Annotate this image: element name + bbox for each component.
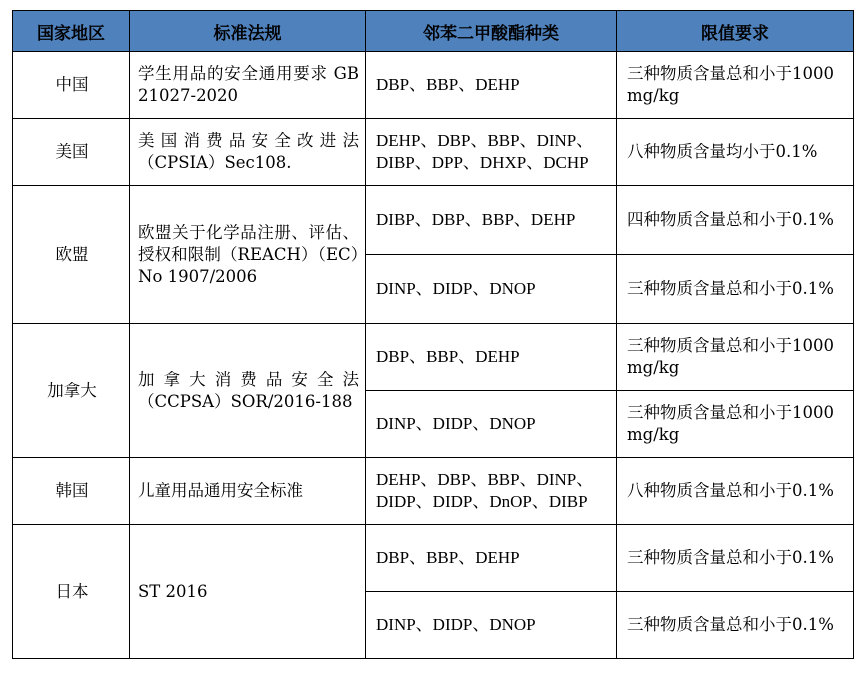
limit-cell: 八种物质含量总和小于0.1%	[617, 458, 854, 525]
limit-cell: 三种物质含量总和小于0.1%	[617, 525, 854, 592]
regulation-cell: ST 2016	[130, 525, 366, 659]
limit-cell: 三种物质含量总和小于0.1%	[617, 592, 854, 659]
country-cell: 日本	[13, 525, 130, 659]
limit-cell: 三种物质含量总和小于1000 mg/kg	[617, 391, 854, 458]
limit-cell: 三种物质含量总和小于0.1%	[617, 255, 854, 324]
table-row	[13, 119, 854, 186]
limit-cell: 八种物质含量均小于0.1%	[617, 119, 854, 186]
substances-cell: DINP、DIDP、DNOP	[366, 255, 617, 324]
table-row	[13, 324, 854, 391]
country-cell: 韩国	[13, 458, 130, 525]
phthalate-regulations-table	[12, 10, 854, 659]
substances-cell: DEHP、DBP、BBP、DINP、DIDP、DIDP、DnOP、DIBP	[366, 458, 617, 525]
country-cell: 欧盟	[13, 186, 130, 324]
header-regulation: 标准法规	[130, 11, 366, 52]
country-cell: 加拿大	[13, 324, 130, 458]
substances-cell: DBP、BBP、DEHP	[366, 324, 617, 391]
limit-cell: 三种物质含量总和小于1000 mg/kg	[617, 52, 854, 119]
substances-cell: DBP、BBP、DEHP	[366, 52, 617, 119]
table-header-row	[13, 11, 854, 52]
substances-cell: DBP、BBP、DEHP	[366, 525, 617, 592]
header-limit: 限值要求	[617, 11, 854, 52]
substances-cell: DINP、DIDP、DNOP	[366, 391, 617, 458]
header-substances: 邻苯二甲酸酯种类	[366, 11, 617, 52]
limit-cell: 四种物质含量总和小于0.1%	[617, 186, 854, 255]
country-cell: 中国	[13, 52, 130, 119]
regulation-cell: 儿童用品通用安全标准	[130, 458, 366, 525]
table-row	[13, 458, 854, 525]
substances-cell: DIBP、DBP、BBP、DEHP	[366, 186, 617, 255]
regulation-cell: 加拿大消费品安全法（CCPSA）SOR/2016-188	[130, 324, 366, 458]
substances-cell: DINP、DIDP、DNOP	[366, 592, 617, 659]
regulation-cell: 美国消费品安全改进法（CPSIA）Sec108.	[130, 119, 366, 186]
table-row	[13, 525, 854, 592]
header-country: 国家地区	[13, 11, 130, 52]
limit-cell: 三种物质含量总和小于1000 mg/kg	[617, 324, 854, 391]
regulation-cell: 学生用品的安全通用要求 GB 21027-2020	[130, 52, 366, 119]
substances-cell: DEHP、DBP、BBP、DINP、DIBP、DPP、DHXP、DCHP	[366, 119, 617, 186]
table-row	[13, 52, 854, 119]
country-cell: 美国	[13, 119, 130, 186]
table-row	[13, 186, 854, 255]
regulation-cell: 欧盟关于化学品注册、评估、授权和限制（REACH）（EC）No 1907/2006	[130, 186, 366, 324]
